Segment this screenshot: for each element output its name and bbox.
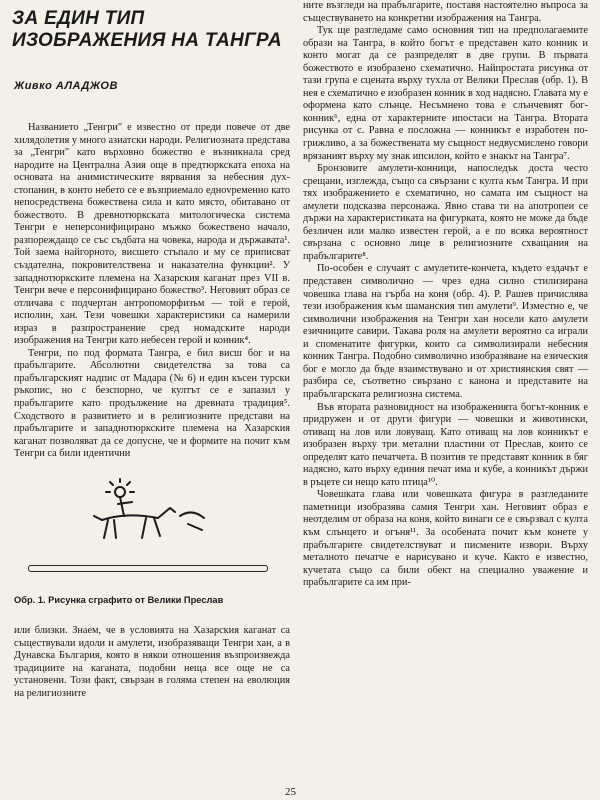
article-title: [12, 8, 302, 52]
paragraph: Бронзовите амулети-конници, напоследък доста често срещани, изглежда, също са свързани с култа към Тангра. И при тях изображението е схематично, но самата им същност на амулети подсказва персонажа. Явно става ти на апотропеи се държи на характеристиката на фигурката, която не може да бъде безличен или малко известен герой, а е по всяка вероятност свързана с основно лице в религиозните схващания на прабългарите⁸.: [303, 163, 588, 262]
author-name: Живко АЛАДЖОВ: [14, 80, 118, 92]
article-title-line-2: ИЗОБРАЖЕНИЯ НА ТАНГРА: [12, 30, 282, 51]
paragraph: Тук ще разгледаме само основния тип на предполагаемите образи на Тангра, в който богът е представен като конник и конто могат да се разпределят в две групи. В първата божеството е изобразено схематично. Найпростата рисунка от тази група е сцената върху тухла от Велики Преслав (обр. 1). В нея е схематично е изобразен конник в ход надясно. Главата му е оформена като слънце. Несъмнено това е слънчевият бог-конник⁶, една от характерните ипостаси на Тангра. Втората рисунка от с. Равна е посложна — конникът е изработен по-грижливо, а за божествената му същност недвусмислено говори врязаният върху му знак ипсилон, който е знакът на Тангра⁷.: [303, 25, 588, 162]
figure-brick-outline: [28, 565, 268, 572]
paragraph: Човешката глава или човешката фигура в разгледаните паметници изобразява самия Тенгри хан. Неговият образ е неотделим от образа на коня, който винаги се е свързвал с култа към слънцето и огъня¹¹. За особената почит към конете у прабългарите свидетелствуват и писмените извори. Върху металното печатче е нарисувано и куче. Както е известно, кучетата също са били обект на специално уважение и прабългарите са им при-: [303, 489, 588, 589]
figure-caption: Обр. 1. Рисунка сграфито от Велики Преслав: [14, 595, 224, 605]
paragraph: Тенгри, по под формата Тангра, е бил висш бог и на прабългарите. Абсолютни свидетелства за това са прабългарският надпис от Мадара (№ 6) и един късен турски ръкопис, но с безспорно, че култът се е запазил у прабългарите като продължение на древната традиция⁵. Сходството в развитието и в религиозните представи на прабългарите и западнотюркските племена на Хазарския каганат позволяват да се допусне, че и формите на почит към Тенгри са били идентични: [14, 347, 290, 460]
horseman-sgraffito-illustration: [80, 478, 230, 558]
left-column-top: [14, 122, 290, 460]
page-number: 25: [285, 786, 296, 798]
left-column-bottom: [14, 625, 290, 787]
paragraph: Названието „Тенгри" е известно от преди повече от две хилядолетия у много азиатски народи. Религиозната представа за „Тенгри" като върховно божество е възникнала сред народите на Централна Азия още в предтюркската епоха на основата на анимистическите вярвания за небесния дух-стопанин, в конто небето се е възприемало еднovременно като непосредствена божествена сила и като място, обитавано от божеството. В древнотюркската митологическа система Тенгри е неперсонифицирано мъжко божествено начало, разпореждащо се със съдбата на човека, народа и държавата¹. Той заема найгорното, висшето стъпало и му се приписват създателна, покровителствена и наказателна функции². У западнотюркските племена на Хазарския каганат през VII в. Тенгри вече е персонифицирано божество³. Неговият образ се отличава с подчертан антропоморфизъм — той е герой, исполин, хан. Тези човешки характеристики са намерили израз в разпространение сред номадските народи изображения на Тенгри като небесен герой и конник⁴.: [14, 122, 290, 347]
right-column: [303, 0, 588, 782]
article-title-line-1: ЗА ЕДИН ТИП: [12, 8, 145, 29]
paragraph: По-особен е случаят с амулетите-кончета, където ездачът е представен символично — чрез една силно стилизирана човешка глава на гърба на коня (обр. 4). Р. Рашев причислява тези изображения към шаманския тип амулети⁹. Изместно е, че символични изображения на Тенгри хан носели като амулети езичниците савири. Такава роля на амулети вероятно са играли и споменатите фигурки, които са символизирали небесния конник Тангра. Подобно символично изобразяване на езическия бог е могло да бъде взаимствувано и от християнския свят — разбира се, съответно свързано с канона и представите на прабългарската религиозна система.: [303, 263, 588, 400]
paragraph: Във втората разновидност на изображенията богът-конник е придружен и от други фигури — човешки и животински, отиващ на лов или ловуващ. Като отиващ на лов конникът е изобразен върху три метални пластини от Преслав, които се определят като печатчета. В позитив те представят конник в бяг надясно, като върху единия печат има и кубе, а конникът държи в ръцете си нещо като птица¹⁰.: [303, 401, 588, 488]
paragraph: ните възгледи на прабългарите, поставя настоятелно въпроса за съществуването на конкретни изображения на Тангра.: [303, 0, 588, 24]
paragraph: или близки. Знаем, че в условията на Хазарския каганат са съществували идоли и амулети, изобразяващи Тенгри хан, а в Дунавска България, която в някои отношения възпроизвежда традициите на каганата, подобни неща все още не са установени. Този факт, свързан в голяма степен на еволюция на религиозните: [14, 625, 290, 699]
